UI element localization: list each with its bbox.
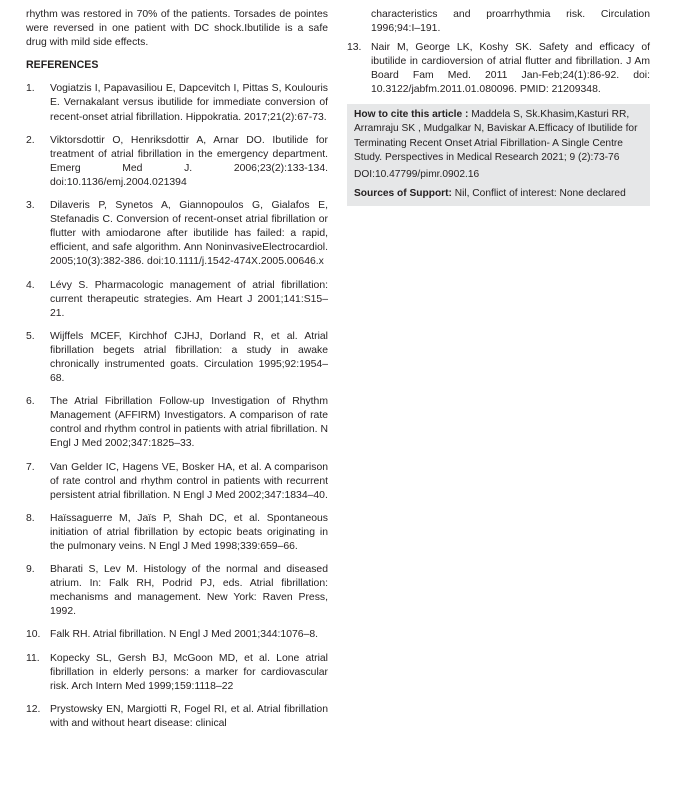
reference-continuation: characteristics and proarrhythmia risk. Circulation 1996;94:I–191. — [371, 9, 650, 35]
reference-number: 2. — [26, 134, 35, 146]
reference-item — [26, 703, 328, 731]
reference-text: Haïssaguerre M, Jaïs P, Shah DC, et al. Spontaneous initiation of atrial fibrillation by ectopic beats originating in the pulmonary veins. N Engl J Med 1998;339:659–66. — [50, 512, 328, 552]
reference-number: 8. — [26, 512, 35, 524]
reference-item — [26, 279, 328, 321]
reference-number: 10. — [26, 629, 41, 641]
reference-item — [26, 395, 328, 451]
right-column — [347, 8, 650, 206]
reference-item — [26, 82, 328, 124]
reference-text: The Atrial Fibrillation Follow-up Investigation of Rhythm Management (AFFIRM) Investigators. A comparison of rate control and rhythm control in patients with atrial fibrillation. N Engl J Med 2002;347:1825–33. — [50, 396, 328, 450]
left-column — [26, 8, 328, 740]
reference-item — [26, 563, 328, 619]
reference-number: 5. — [26, 330, 35, 342]
support-statement — [354, 187, 643, 202]
reference-number: 4. — [26, 279, 35, 291]
citation-label: How to cite this article : — [354, 108, 469, 120]
references-heading: REFERENCES — [26, 59, 99, 72]
reference-item — [26, 134, 328, 190]
reference-number: 1. — [26, 83, 35, 95]
reference-number: 6. — [26, 396, 35, 408]
reference-list-continued — [347, 41, 650, 97]
citation-doi: DOI:10.47799/pimr.0902.16 — [354, 168, 480, 180]
reference-text: Dilaveris P, Synetos A, Giannopoulos G, Gialafos E, Stefanadis C. Conversion of recent-onset atrial fibrillation or flutter with amiodarone after ibutilide has failed: a rapid, efficient, and safe algorithm. Ann NoninvasiveElectrocardiol. 2005;10(3):382-386. doi:10.1111/j.1542-474X.2005.00646.x — [50, 200, 328, 268]
reference-text: Lévy S. Pharmacologic management of atrial fibrillation: current therapeutic strategies. Am Heart J 2001;141:S15–21. — [50, 279, 328, 319]
reference-number: 7. — [26, 461, 35, 473]
reference-text: Kopecky SL, Gersh BJ, McGoon MD, et al. Lone atrial fibrillation in elderly persons: a marker for cardiovascular risk. Arch Intern Med 1999;159:1118–22 — [50, 652, 328, 692]
reference-list — [26, 82, 328, 731]
reference-number: 12. — [26, 703, 41, 715]
reference-number: 3. — [26, 200, 35, 212]
reference-item — [26, 330, 328, 386]
reference-text: Bharati S, Lev M. Histology of the normal and diseased atrium. In: Falk RH, Podrid PJ, eds. Atrial fibrillation: mechanisms and management. New York: Raven Press, 1992. — [50, 564, 328, 618]
reference-text: Viktorsdottir O, Henriksdottir A, Arnar DO. Ibutilide for treatment of atrial fibrillation in the emergency department. Emerg Med J. 2006;23(2):133-134. doi:10.1136/emj.2004.021394 — [50, 134, 328, 188]
intro-paragraph: rhythm was restored in 70% of the patients. Torsades de pointes were reversed in one patient with DC shock.Ibutilide is a safe drug with mild side effects. — [26, 9, 328, 49]
reference-item — [26, 199, 328, 269]
reference-number: 9. — [26, 564, 35, 576]
reference-item — [26, 628, 328, 642]
reference-text: Vogiatzis I, Papavasiliou E, Dapcevitch I, Pittas S, Koulouris E. Vernakalant versus ibutilide for immediate conversion of recent-onset atrial fibrillation. Hippokratia. 2017;21(2):67-73. — [50, 83, 328, 123]
reference-item — [26, 512, 328, 554]
citation-text — [354, 108, 643, 166]
reference-item — [26, 461, 328, 503]
citation-body: Maddela S, Sk.Khasim,Kasturi RR, Arramraju SK , Mudgalkar N, Baviskar A.Efficacy of Ibutilide for Terminating Recent Onset Atrial Fibrillation- A Single Centre Study. Perspectives in Medical Research 2021; 9 (2):73-76 — [354, 108, 638, 164]
reference-number: 11. — [26, 652, 40, 664]
reference-item — [347, 41, 650, 97]
reference-item — [26, 652, 328, 694]
support-text: Nil, Conflict of interest: None declared — [451, 187, 626, 199]
reference-text: Prystowsky EN, Margiotti R, Fogel RI, et al. Atrial fibrillation with and without heart disease: clinical — [50, 703, 328, 729]
citation-box — [347, 104, 650, 207]
support-label: Sources of Support: — [354, 187, 452, 199]
reference-number: 13. — [347, 42, 362, 54]
reference-text: Nair M, George LK, Koshy SK. Safety and efficacy of ibutilide in cardioversion of atrial flutter and fibrillation. J Am Board Fam Med. 2011 Jan-Feb;24(1):86-92. doi: 10.3122/jabfm.2011.01.080096. PMID: 21209348. — [371, 42, 650, 96]
reference-text: Falk RH. Atrial fibrillation. N Engl J Med 2001;344:1076–8. — [50, 629, 318, 641]
reference-text: Van Gelder IC, Hagens VE, Bosker HA, et al. A comparison of rate control and rhythm control in patients with recurrent persistent atrial fibrillation. N Engl J Med 2002;347:1834–40. — [50, 461, 328, 501]
reference-text: Wijffels MCEF, Kirchhof CJHJ, Dorland R, et al. Atrial fibrillation begets atrial fibrillation: a study in awake chronically instrumented goats. Circulation 1995;92:1954–68. — [50, 330, 328, 385]
